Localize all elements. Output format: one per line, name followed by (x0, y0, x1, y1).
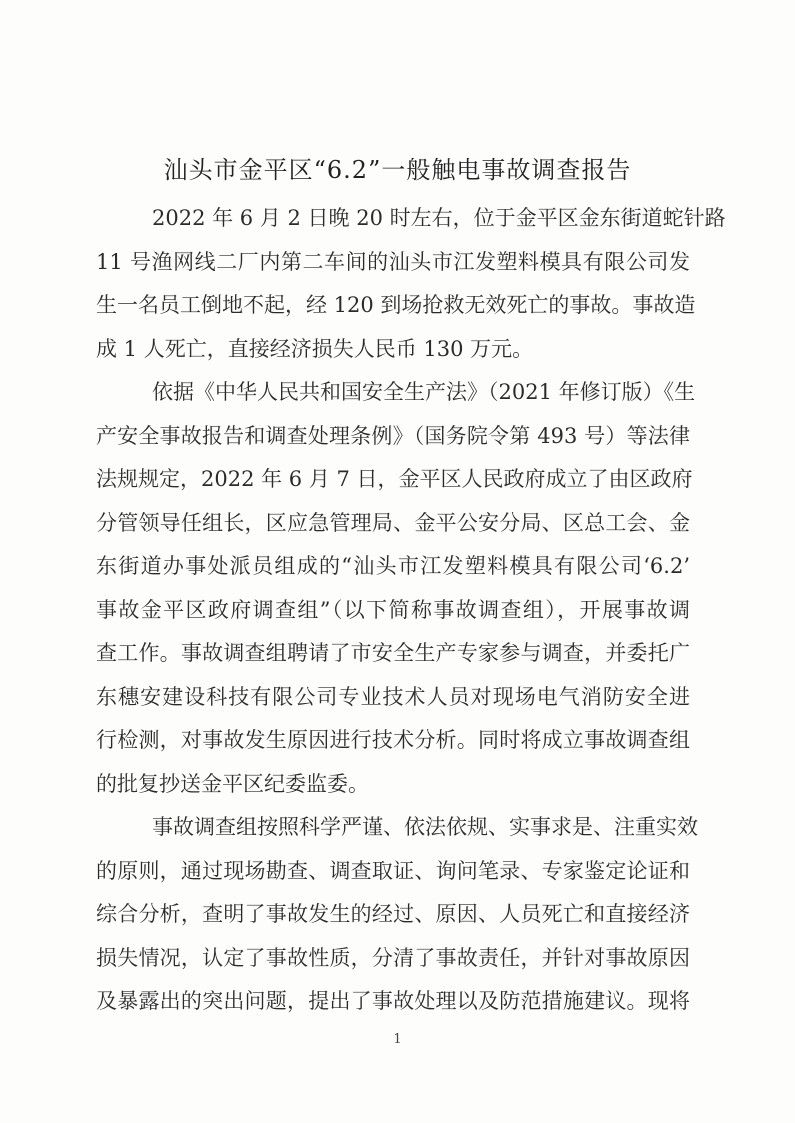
text-line: 东街道办事处派员组成的“汕头市江发塑料模具有限公司‘6.2’ (96, 554, 690, 578)
text-line: 2022 年 6 月 2 日晚 20 时左右，位于金平区金东街道蛇针路 (152, 206, 726, 230)
document-body (96, 197, 726, 1024)
text-line: 及暴露出的突出问题，提出了事故处理以及防范措施建议。现将 (96, 989, 690, 1013)
text-line: 11 号渔网线二厂内第二车间的汕头市江发塑料模具有限公司发 (96, 249, 690, 274)
text-line: 成 1 人死亡，直接经济损失人民币 130 万元。 (96, 336, 534, 361)
text-line: 法规规定，2022 年 6 月 7 日，金平区人民政府成立了由区政府 (96, 467, 693, 491)
paragraph-3 (96, 806, 698, 1024)
text-line: 生一名员工倒地不起，经 120 到场抢救无效死亡的事故。事故造 (96, 293, 696, 317)
text-line: 的批复抄送金平区纪委监委。 (96, 771, 369, 796)
text-line: 行检测，对事故发生原因进行技术分析。同时将成立事故调查组 (96, 728, 690, 752)
text-line: 综合分析，查明了事故发生的经过、原因、人员死亡和直接经济 (96, 902, 690, 926)
text-line: 事故金平区政府调查组”（以下简称事故调查组），开展事故调 (96, 597, 690, 622)
text-line: 的原则，通过现场勘查、调查取证、询问笔录、专家鉴定论证和 (96, 858, 690, 883)
paragraph-1 (96, 197, 726, 371)
page-number: 1 (393, 1032, 402, 1047)
document-title: 汕头市金平区“6.2”一般触电事故调查报告 (163, 156, 632, 184)
text-line: 东穗安建设科技有限公司专业技术人员对现场电气消防安全进 (96, 684, 690, 709)
text-line: 查工作。事故调查组聘请了市安全生产专家参与调查，并委托广 (96, 641, 690, 665)
text-line: 产安全事故报告和调查处理条例》（国务院令第 493 号）等法律 (96, 423, 690, 448)
text-line: 事故调查组按照科学严谨、依法依规、实事求是、注重实效 (152, 815, 698, 839)
text-line: 分管领导任组长，区应急管理局、金平公安分局、区总工会、金 (96, 510, 690, 535)
paragraph-2 (96, 371, 696, 806)
text-line: 依据《中华人民共和国安全生产法》（2021 年修订版）《生 (152, 380, 696, 404)
text-line: 损失情况，认定了事故性质，分清了事故责任，并针对事故原因 (96, 945, 690, 970)
